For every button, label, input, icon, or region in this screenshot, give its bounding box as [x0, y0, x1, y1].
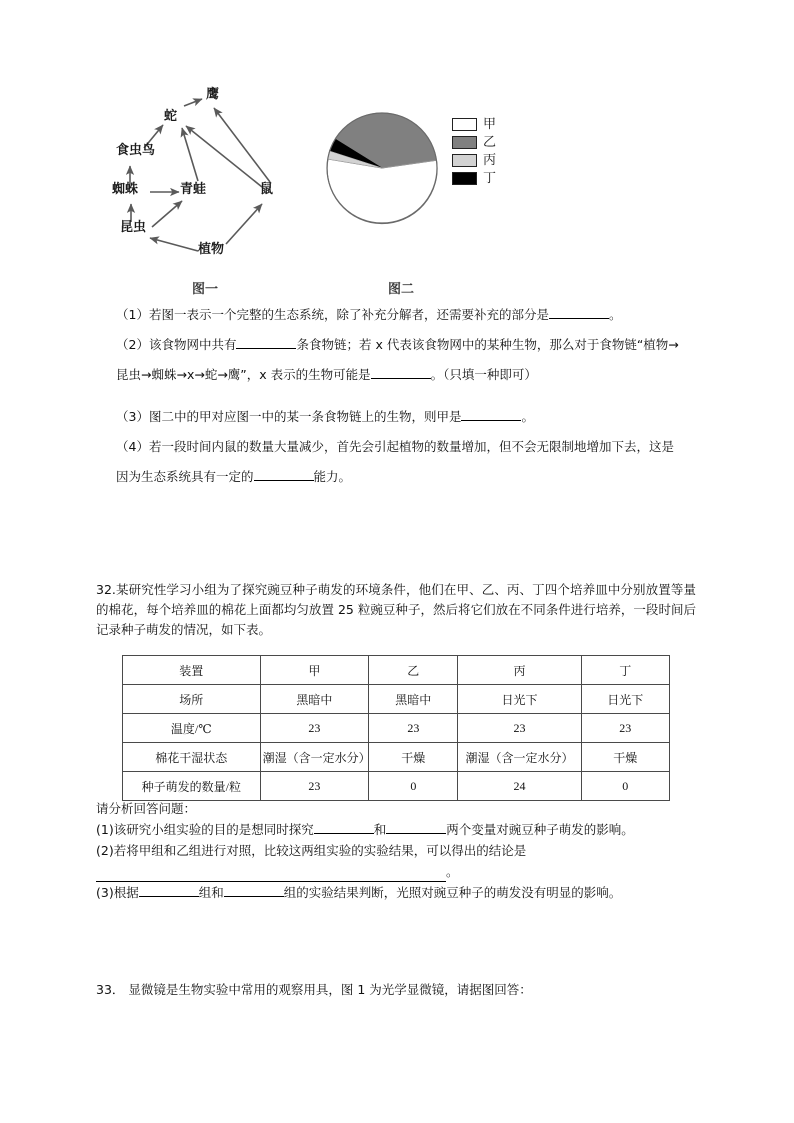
legend-swatch-jia	[452, 118, 477, 131]
food-web-node-ying: 鹰	[206, 87, 220, 102]
table-cell: 23	[260, 772, 369, 801]
q32-sub2-answer-line	[96, 861, 701, 882]
q31-part3	[116, 402, 686, 432]
q31-part2-blank-1[interactable]	[236, 348, 296, 349]
question-32-intro: 32.某研究性学习小组为了探究豌豆种子萌发的环境条件，他们在甲、乙、丙、丁四个培养皿中分别放置等量的棉花，每个培养皿的棉花上面都均匀放置 25 粒豌豆种子，然后将它们放在不同条件进行培养，一段时间后记录种子萌发的情况，如下表。	[96, 582, 696, 637]
table-row	[123, 772, 670, 801]
figure-two-caption: 图二	[388, 282, 415, 297]
legend-item-jia	[452, 116, 522, 133]
legend-item-yi	[452, 134, 522, 151]
q32-prompt: 请分析回答问题：	[96, 801, 197, 816]
table-row	[123, 714, 670, 743]
table-cell: 丁	[581, 656, 669, 685]
q31-part1-text-b: 。	[608, 307, 622, 322]
table-row	[123, 743, 670, 772]
q31-part2-text-a: （2）该食物网中共有	[116, 337, 237, 352]
table-cell: 日光下	[458, 685, 581, 714]
table-cell: 丙	[458, 656, 581, 685]
table-cell: 0	[581, 772, 669, 801]
table-row-header: 种子萌发的数量/粒	[123, 772, 261, 801]
food-web-node-kunchong: 昆虫	[120, 220, 147, 235]
food-web-node-shichongniao: 食虫鸟	[116, 143, 156, 158]
pie-legend	[452, 116, 522, 188]
q31-part2-blank-2[interactable]	[371, 378, 431, 379]
q31-part3-text-a: （3）图二中的甲对应图一中的某一条食物链上的生物，则甲是	[116, 409, 462, 424]
pie-chart-figure	[320, 98, 620, 273]
q32-sub2-text-end: 。	[446, 864, 459, 879]
table-cell: 潮湿（含一定水分）	[260, 743, 369, 772]
legend-swatch-ding	[452, 172, 477, 185]
pie-chart	[320, 98, 450, 238]
q31-part1-blank[interactable]	[549, 318, 609, 319]
q32-sub1-text-a: (1)该研究小组实验的目的是想同时探究	[96, 822, 314, 837]
q32-sub2	[96, 840, 701, 861]
table-cell: 黑暗中	[369, 685, 458, 714]
legend-item-bing	[452, 152, 522, 169]
table-cell: 24	[458, 772, 581, 801]
q32-sub2-text: (2)若将甲组和乙组进行对照，比较这两组实验的实验结果，可以得出的结论是	[96, 843, 527, 858]
q31-part3-text-b: 。	[521, 409, 534, 424]
food-web-node-she: 蛇	[164, 109, 178, 124]
q31-part4	[116, 432, 686, 492]
legend-label-jia: 甲	[483, 117, 497, 132]
q31-part4-text-b: 能力。	[313, 469, 352, 484]
q32-sub1-blank-1[interactable]	[314, 833, 374, 834]
question-31-parts	[116, 300, 686, 492]
table-cell: 日光下	[581, 685, 669, 714]
table-row	[123, 656, 670, 685]
legend-label-ding: 丁	[483, 171, 497, 186]
q32-sub3-blank-2[interactable]	[224, 896, 284, 897]
q32-sub3-text-b: 组和	[198, 885, 224, 900]
table-cell: 23	[458, 714, 581, 743]
q31-part2	[116, 330, 686, 390]
q31-part1-text-a: （1）若图一表示一个完整的生态系统，除了补充分解者，还需要补充的部分是	[116, 307, 549, 322]
q32-sub3-blank-1[interactable]	[139, 896, 199, 897]
legend-item-ding	[452, 170, 522, 187]
q32-sub1-blank-2[interactable]	[386, 833, 446, 834]
q32-sub3	[96, 882, 701, 903]
q32-sub1-text-c: 两个变量对豌豆种子萌发的影响。	[446, 822, 634, 837]
question-32-subparts	[96, 798, 701, 903]
q31-part4-blank[interactable]	[254, 480, 314, 481]
table-row-header: 场所	[123, 685, 261, 714]
table-cell: 23	[260, 714, 369, 743]
legend-swatch-bing	[452, 154, 477, 167]
table-cell: 23	[369, 714, 458, 743]
food-web-node-qingwa: 青蛙	[180, 182, 207, 197]
food-web-node-shu: 鼠	[260, 182, 274, 197]
food-web-node-zhizhu: 蜘蛛	[112, 182, 139, 197]
q32-sub3-text-a: (3)根据	[96, 885, 139, 900]
pie-slice-jia	[327, 159, 437, 224]
table-cell: 黑暗中	[260, 685, 369, 714]
q31-part1	[116, 300, 686, 330]
figures-row	[110, 87, 690, 297]
q31-part4-text-a: （4）若一段时间内鼠的数量大量减少，首先会引起植物的数量增加，但不会无限制地增加下去，这是因为生态系统具有一定的	[116, 439, 674, 484]
legend-label-bing: 丙	[483, 153, 497, 168]
q32-sub3-text-c: 组的实验结果判断，光照对豌豆种子的萌发没有明显的影响。	[283, 885, 622, 900]
q32-sub2-blank[interactable]	[96, 867, 446, 882]
q32-sub1	[96, 819, 701, 840]
table-cell: 潮湿（含一定水分）	[458, 743, 581, 772]
table-cell: 0	[369, 772, 458, 801]
q32-sub1-text-b: 和	[373, 822, 387, 837]
q31-part2-text-c: 。（只填一种即可）	[430, 367, 537, 382]
table-cell: 甲	[260, 656, 369, 685]
table-row	[123, 685, 670, 714]
table-row-header: 棉花干湿状态	[123, 743, 261, 772]
food-web-node-zhiwu: 植物	[198, 242, 225, 257]
table-row-header: 装置	[123, 656, 261, 685]
food-web-diagram	[110, 88, 320, 273]
legend-label-yi: 乙	[483, 135, 497, 150]
figure-one-caption: 图一	[192, 282, 219, 297]
table-cell: 乙	[369, 656, 458, 685]
q31-part3-blank[interactable]	[461, 420, 521, 421]
table-cell: 23	[581, 714, 669, 743]
q31-part2-text-b: 条食物链；若 x 代表该食物网中的某种生物，那么对于食物链“植物→昆虫→蜘蛛→x→蛇→鹰”，x 表示的生物可能是	[116, 337, 679, 382]
table-cell: 干燥	[369, 743, 458, 772]
table-row-header: 温度/℃	[123, 714, 261, 743]
table-cell: 干燥	[581, 743, 669, 772]
question-33: 33． 显微镜是生物实验中常用的观察用具，图 1 为光学显微镜，请据图回答：	[96, 982, 532, 997]
legend-swatch-yi	[452, 136, 477, 149]
experiment-table	[122, 655, 670, 801]
